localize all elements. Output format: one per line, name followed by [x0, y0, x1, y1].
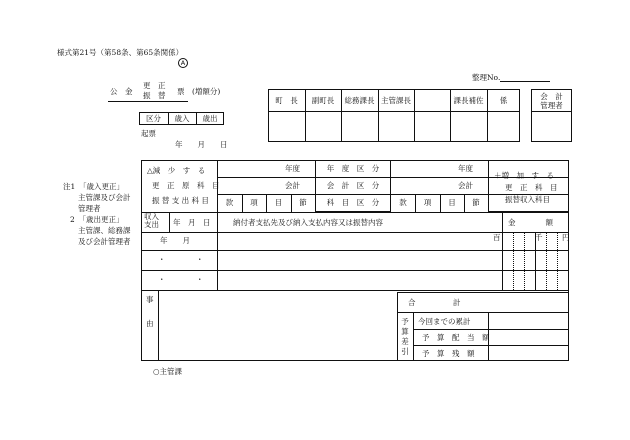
decrease-line-1: △減 少 す る [147, 166, 206, 175]
cumulative-label: 今回までの累計 [418, 317, 471, 326]
responsible-section-label: ○主管課 [153, 367, 183, 376]
decrease-fiscal-year: 年度 [285, 164, 300, 173]
decrease-line-2: 更 正 原 科 目 [152, 181, 220, 190]
increase-setsu: 節 [472, 198, 480, 207]
classification-revenue[interactable]: 歳入 [174, 114, 190, 123]
circled-a-mark: A [178, 58, 188, 68]
budget-balance-label: 予 算 残 額 [422, 349, 475, 358]
subject-division: 科 目 区 分 [326, 198, 380, 207]
account-division: 会 計 区 分 [326, 181, 380, 190]
title-slip-increase: 票 (増額分) [177, 87, 221, 96]
decrease-setsu: 節 [299, 198, 307, 207]
title-underline [108, 101, 188, 102]
detail-year-month: 年 月 [160, 236, 190, 245]
increase-kou: 項 [423, 198, 432, 207]
unit-yen: 円 [562, 233, 570, 242]
classification-expenditure[interactable]: 歳出 [202, 114, 218, 123]
issued-date: 年 月 日 [175, 140, 228, 149]
note-1-line-1: 注1 「歳入更正」 [63, 182, 125, 191]
note-2-line-3: 及び会計管理者 [78, 237, 131, 246]
amount-header: 金 額 [508, 218, 553, 227]
reference-number-label: 整理No. [472, 73, 501, 82]
detail-dot-2b: ・ [196, 275, 204, 284]
increase-moku: 目 [448, 198, 456, 207]
note-1-line-2: 主管課及び会計 [78, 193, 131, 202]
approval-general-affairs: 総務課長 [344, 96, 375, 105]
detail-dot-2a: ・ [158, 275, 166, 284]
increase-line-3: 振替収入科目 [505, 195, 550, 204]
fiscal-year-division: 年 度 区 分 [326, 164, 380, 173]
classification-label: 区分 [146, 114, 161, 123]
reason-label-top: 事 [146, 295, 154, 304]
form-number: 様式第21号（第58条、第65条関係） [57, 48, 184, 57]
approval-assistant-chief: 課長補佐 [453, 96, 484, 105]
budget-allocation-label: 予 算 配 当 額 [422, 333, 490, 342]
decrease-kou: 項 [250, 198, 258, 207]
decrease-moku: 目 [274, 198, 283, 207]
detail-dot-1b: ・ [196, 255, 204, 264]
approval-section-chief: 主管課長 [381, 96, 411, 105]
revenue-expenditure-label: 収入 支出 [144, 212, 159, 229]
detail-date-header: 年 月 日 [173, 218, 211, 227]
title-public-funds: 公 金 [110, 87, 133, 96]
decrease-line-3: 振 替 支 出 科 目 [152, 196, 209, 205]
reason-label-bottom: 由 [146, 319, 154, 328]
total-label: 合 計 [408, 298, 461, 307]
reference-number-line [500, 81, 550, 82]
detail-description-header: 納付者支払先及び納入支払内容又は振替内容 [233, 218, 383, 227]
approval-mayor: 町 長 [275, 96, 298, 105]
increase-account: 会計 [458, 181, 473, 190]
note-2-line-1: 2 「歳出更正」 [70, 215, 124, 224]
unit-thousand: 千 [535, 233, 543, 242]
increase-kan: 款 [399, 198, 407, 207]
title-correction: 更 正 [143, 81, 166, 90]
detail-dot-1a: ・ [158, 255, 166, 264]
note-2-line-2: 主管課、総務課 [78, 226, 131, 235]
approval-deputy-mayor: 副町長 [311, 96, 335, 105]
approval-clerk: 係 [499, 96, 508, 105]
increase-fiscal-year: 年度 [458, 164, 473, 173]
increase-line-1: ＋増 加 す る [494, 171, 554, 180]
title-transfer: 振 替 [143, 91, 166, 100]
accounting-manager-label: 会 計 管理者 [540, 92, 563, 110]
note-1-line-3: 管理者 [78, 204, 101, 213]
issued-label: 起票 [141, 129, 156, 138]
budget-difference-label: 予 算 差 引 [401, 317, 409, 356]
decrease-kan: 款 [225, 198, 234, 207]
decrease-account: 会計 [285, 181, 300, 190]
increase-line-2: 更 正 科 目 [505, 183, 558, 192]
unit-hundred: 百 [493, 233, 501, 242]
